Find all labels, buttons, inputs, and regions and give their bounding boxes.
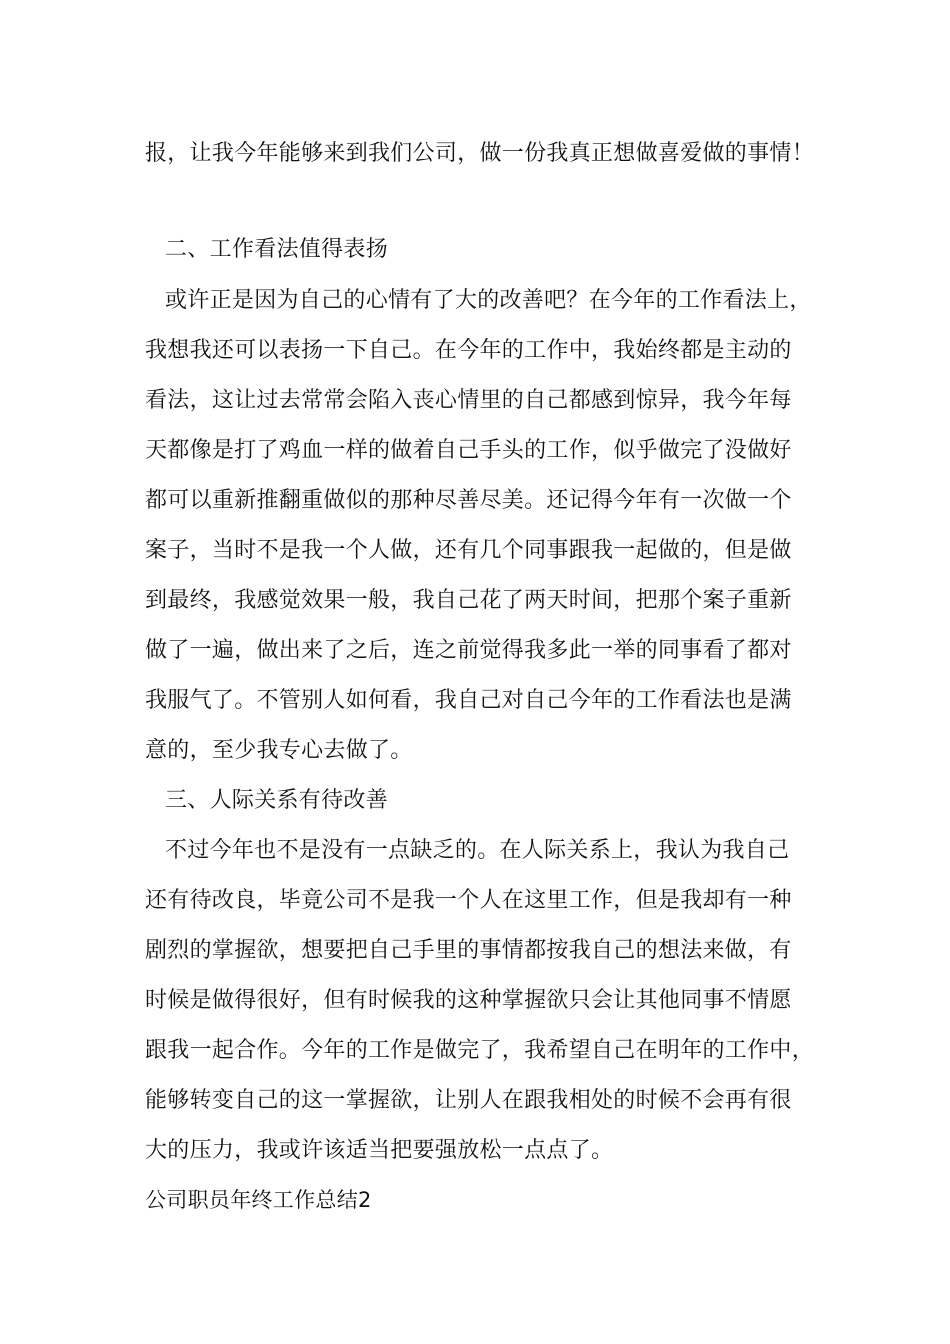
paragraph-line: 做了一遍，做出来了之后，连之前觉得我多此一举的同事看了都对 [145, 638, 792, 663]
paragraph-line: 案子，当时不是我一个人做，还有几个同事跟我一起做的，但是做 [145, 538, 792, 563]
section-heading: 三、人际关系有待改善 [165, 788, 389, 813]
section-heading: 二、工作看法值得表扬 [165, 237, 389, 262]
paragraph-line: 看法，这让过去常常会陷入丧心情里的自己都感到惊异，我今年每 [145, 388, 792, 413]
paragraph-line: 天都像是打了鸡血一样的做着自己手头的工作，似乎做完了没做好 [145, 438, 792, 463]
paragraph-line: 不过今年也不是没有一点缺乏的。在人际关系上，我认为我自己 [165, 838, 790, 863]
paragraph-line: 时候是做得很好，但有时候我的这种掌握欲只会让其他同事不情愿 [145, 988, 792, 1013]
paragraph-line: 我服气了。不管别人如何看，我自己对自己今年的工作看法也是满 [145, 688, 792, 713]
paragraph-line: 意的，至少我专心去做了。 [145, 738, 413, 763]
paragraph-line: 报，让我今年能够来到我们公司，做一份我真正想做喜爱做的事情！ [145, 141, 815, 166]
paragraph-line: 我想我还可以表扬一下自己。在今年的工作中，我始终都是主动的 [145, 338, 792, 363]
paragraph-line: 到最终，我感觉效果一般，我自己花了两天时间，把那个案子重新 [145, 588, 792, 613]
paragraph-line: 或许正是因为自己的心情有了大的改善吧？在今年的工作看法上， [165, 288, 812, 313]
paragraph-line: 能够转变自己的这一掌握欲，让别人在跟我相处的时候不会再有很 [145, 1088, 792, 1113]
paragraph-line: 剧烈的掌握欲，想要把自己手里的事情都按我自己的想法来做，有 [145, 938, 792, 963]
paragraph-line: 跟我一起合作。今年的工作是做完了，我希望自己在明年的工作中， [145, 1038, 815, 1063]
paragraph-line: 都可以重新推翻重做似的那种尽善尽美。还记得今年有一次做一个 [145, 488, 792, 513]
paragraph-line: 大的压力，我或许该适当把要强放松一点点了。 [145, 1138, 614, 1163]
paragraph-line: 还有待改良，毕竟公司不是我一个人在这里工作，但是我却有一种 [145, 888, 792, 913]
document-title: 公司职员年终工作总结2 [145, 1188, 372, 1212]
